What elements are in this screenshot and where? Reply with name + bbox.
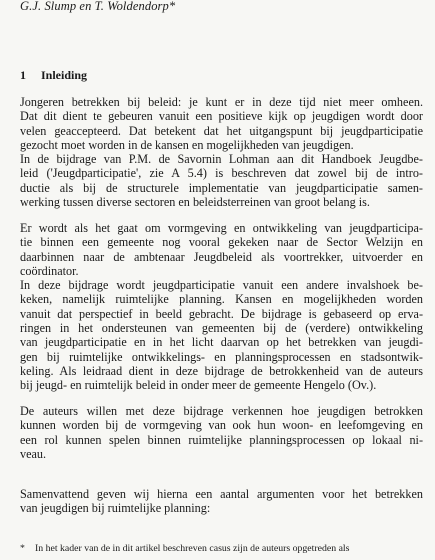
text-line: Er wordt als het gaat om vormgeving en ontwikkeling van jeugdparticipa- [20,221,423,235]
authors-line: G.J. Slump en T. Woldendorp* [20,0,176,13]
section-heading [20,68,87,82]
text-line: In de bijdrage van P.M. de Savornin Lohman aan dit Handboek Jeugdbe- [20,152,423,167]
text-line: coördinator. [20,263,79,278]
text-line: keken, namelijk ruimtelijke planning. Kansen en mogelijkheden worden [20,292,423,307]
text-line: van jeugdigen bij ruimtelijke planning: [20,501,211,516]
text-line: keling. Als leidraad dient in deze bijdrage de betrokkenheid van de auteurs [20,363,423,378]
section-title: Inleiding [41,68,88,82]
footnote-mark: * [20,543,25,554]
text-line: Samenvattend geven wij hierna een aantal argumenten voor het betrekken [20,487,423,501]
footnote [20,543,423,555]
paragraph [20,95,423,209]
text-line: kunnen worden bij de vormgeving van ook hun woon- en leefomgeving en [20,418,423,433]
paragraph [20,487,423,516]
text-line: gen bij ruimtelijke ontwikkelings- en planningsprocessen en stadsontwik- [20,349,423,364]
text-line: gezocht moet worden in de kansen en mogelijkheden van jeugdigen. [20,137,354,152]
text-line: Dat dit dient te gebeuren vanuit een positieve kijk op jeugdigen wordt door [20,109,423,124]
page [20,0,423,560]
text-line: In deze bijdrage wordt jeugdparticipatie vanuit een andere invalshoek be- [20,278,423,293]
paragraph [20,221,423,393]
text-line: Jongeren betrekken bij beleid: je kunt er in deze tijd niet meer omheen. [20,95,423,109]
text-line: een rol kunnen spelen binnen ruimtelijke planningsprocessen op lokaal ni- [20,432,423,447]
paragraph [20,404,423,461]
text-line: veau. [20,446,47,461]
text-line: ringen in het ondersteunen van gemeenten bij de (verdere) ontwikkeling [20,321,423,336]
text-line: daarbinnen naar de ambtenaar Jeugdbeleid als voortrekker, uitvoerder en [20,249,423,264]
text-line: velen geaccepteerd. Dat betekent dat het uitgangspunt bij jeugdparticipatie [20,123,423,138]
text-line: vanuit dat perspectief in beeld gebracht. De bijdrage is gebaseerd op erva- [20,306,423,321]
text-line: tie binnen een gemeente nog vooral gekeken naar de Sector Welzijn en [20,235,423,250]
footnote-text: In het kader van de in dit artikel beschreven casus zijn de auteurs opgetreden als [35,543,350,554]
text-line: van jeugdparticipatie en in het licht daarvan op het betrekken van jeugdi- [20,335,423,350]
text-line: werking tussen diverse sectoren en beleidsterreinen van groot belang is. [20,195,370,210]
section-number: 1 [20,68,26,82]
text-line: De auteurs willen met deze bijdrage verkennen hoe jeugdigen betrokken [20,404,423,418]
text-line: bij jeugd- en ruimtelijk beleid in onder meer de gemeente Hengelo (Ov.). [20,378,377,393]
text-line: leid ('Jeugdparticipatie', zie A 5.4) is beschreven dat zowel bij de intro- [20,166,423,181]
text-line: ductie als bij de structurele implementatie van jeugdparticipatie samen- [20,180,423,195]
